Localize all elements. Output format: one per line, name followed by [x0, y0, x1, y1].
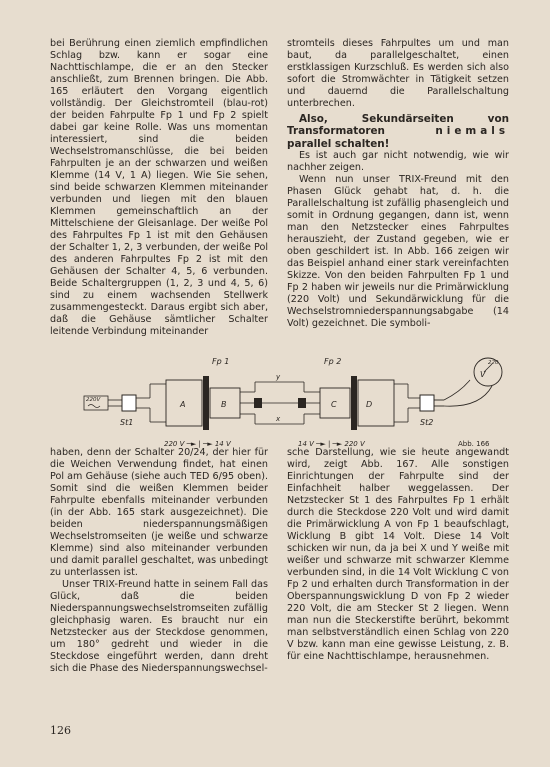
plug-st2 — [420, 395, 434, 411]
paragraph: Unser TRIX-Freund hatte in seinem Fall das Glück, daß die beiden Niederspannungswechselstromseiten zufällig gleichphasig waren. Es braucht nur ein Netzstecker aus der Steckdose genommen, um 180° gedreht und wieder in die Steckdose eingeführt werden, dann dreht sich die Phase des Niederspannungswechsel- — [50, 579, 268, 674]
plug2-label: St2 — [420, 418, 434, 427]
paragraph: Es ist auch gar nicht notwendig, wie wir nachher zeigen. — [287, 150, 509, 174]
winding-a-label: A — [180, 400, 186, 409]
heading-part-1: Also, Sekundärseiten von Transformatoren — [287, 113, 509, 138]
paragraph: bei Berührung einen ziemlich empfindlichen Schlag bzw. kann er sogar eine Nachttischlampe, die er an den Stecker anschließt, zum Brennen bringen. Die Abb. 165 erläutert den Vorgang eigentlich vollständig. Der Gleichstromteil (blau-rot) der beiden Fahrpulte Fp 1 und Fp 2 spielt dabei gar keine Rolle. Was uns momentan interessiert, sind die beiden Wechselstromanschlüsse, die bei beiden Fahrpulten je an der schwarzen und weißen Klemme (14 V, 1 A) liegen. Wie Sie sehen, sind beide schwarzen Klemmen miteinander verbunden und liegen mit den blauen Klemmen gemeinschaftlich an der Mittelschiene der Gleisanlage. Der weiße Pol des Fahrpultes Fp 1 ist mit den Gehäusen der Schalter 1, 2, 3 verbunden, der weiße Pol des anderen Fahrpultes Fp 2 ist mit den Gehäusen der Schalter 4, 5, 6 verbunden. Beide Schaltergruppen (1, 2, 3 und 4, 5, 6) sind zu einem wachsenden Stellwerk zusammengesteckt. Daraus ergibt sich aber, daß die Gehäuse sämtlicher Schalter leitende Verbindung miteinander — [50, 38, 268, 337]
core-fp1 — [203, 376, 209, 430]
fp1-label: Fp 1 — [212, 357, 230, 366]
winding-b-label: B — [221, 400, 227, 409]
meter-volts: 220 — [488, 360, 499, 366]
meter-v: V — [480, 370, 486, 379]
winding-d — [358, 380, 394, 426]
column-top-right — [287, 38, 509, 330]
section-heading — [287, 113, 509, 150]
column-bottom-right — [287, 447, 509, 663]
heading-emphasis: niemals — [435, 125, 509, 138]
column-bottom-left — [50, 447, 268, 675]
paragraph: sche Darstellung, wie sie heute angewandt wird, zeigt Abb. 167. Alle sonstigen Einrichtungen der Fahrpulte sind der Einfachheit halber weggelassen. Der Netzstecker St 1 des Fahrpultes Fp 1 erhält durch die Steckdose 220 Volt und wird damit die Primärwicklung A von Fp 1 beaufschlagt, Wicklung B gibt 14 Volt. Diese 14 Volt schicken wir nun, da ja bei X und Y weiße mit weißer und schwarze mit schwarzer Klemme verbunden sind, in die 14 Volt Wicklung C von Fp 2 und erhalten durch Transformation in der Oberspannungswicklung D von Fp 2 wieder 220 Volt, die am Stecker St 2 liegen. Wenn man nun die Steckerstifte berührt, bekommt man selbstverständlich einen Schlag von 220 V bzw. kann man eine gewisse Leistung, z. B. für eine Nachttischlampe, herausnehmen. — [287, 447, 509, 662]
figure-caption: Abb. 166 — [458, 440, 490, 448]
wire-y-label: y — [276, 373, 281, 381]
circuit-diagram — [40, 352, 520, 450]
source-label: 220V — [86, 397, 101, 403]
fp2-label: Fp 2 — [324, 357, 342, 366]
paragraph: haben, denn der Schalter 20/24, der hier für die Weichen Verwendung findet, hat einen Pol am Gehäuse (siehe auch TED 6/95 oben). Somit sind die weißen Klemmen beider Fahrpulte ebenfalls miteinander verbunden (in der Abb. 165 stark ausgezeichnet). Die beiden niederspannungsmäßigen Wechselstromseiten (je weiße und schwarze Klemme) sind also miteinander verbunden und damit parallel geschaltet, was unbedingt zu unterlassen ist. — [50, 447, 268, 578]
winding-d-label: D — [366, 400, 373, 409]
ac-symbol — [88, 405, 100, 408]
flow-right: 14 V ─► | ─► 220 V — [298, 440, 365, 448]
core-fp2 — [351, 376, 357, 430]
paragraph: stromteils dieses Fahrpultes um und man baut, da parallelgeschaltet, einen erstklassigen Kurzschluß. Es werden sich also sofort die Stromwächter in Tätigkeit setzen und dauernd die Parallelschaltung unterbrechen. — [287, 38, 509, 109]
page-number: 126 — [50, 724, 71, 737]
paragraph: Wenn nun unser TRIX-Freund mit den Phasen Glück gehabt hat, d. h. die Parallelschaltung ist zufällig phasengleich und somit in Ordnung gegangen, dann ist, wenn man den Netzstecker eines Fahrpultes herauszieht, der Zustand gegeben, wie er oben geschildert ist. In Abb. 166 zeigen wir das Beispiel anhand einer stark vereinfachten Skizze. Von den beiden Fahrpulten Fp 1 und Fp 2 haben wir jeweils nur die Primärwicklung (220 Volt) und Sekundärwicklung für die Wechselstromniederspannungsabgabe (14 Volt) gezeichnet. Die symboli- — [287, 174, 509, 330]
plug1-label: St1 — [120, 418, 134, 427]
flow-left: 220 V ─► | ─► 14 V — [164, 440, 231, 448]
heading-part-2: parallel schalten! — [287, 137, 390, 150]
column-top-left — [50, 38, 268, 338]
plug-st1 — [122, 395, 136, 411]
wire-x-label: x — [276, 415, 281, 423]
winding-c-label: C — [331, 400, 337, 409]
